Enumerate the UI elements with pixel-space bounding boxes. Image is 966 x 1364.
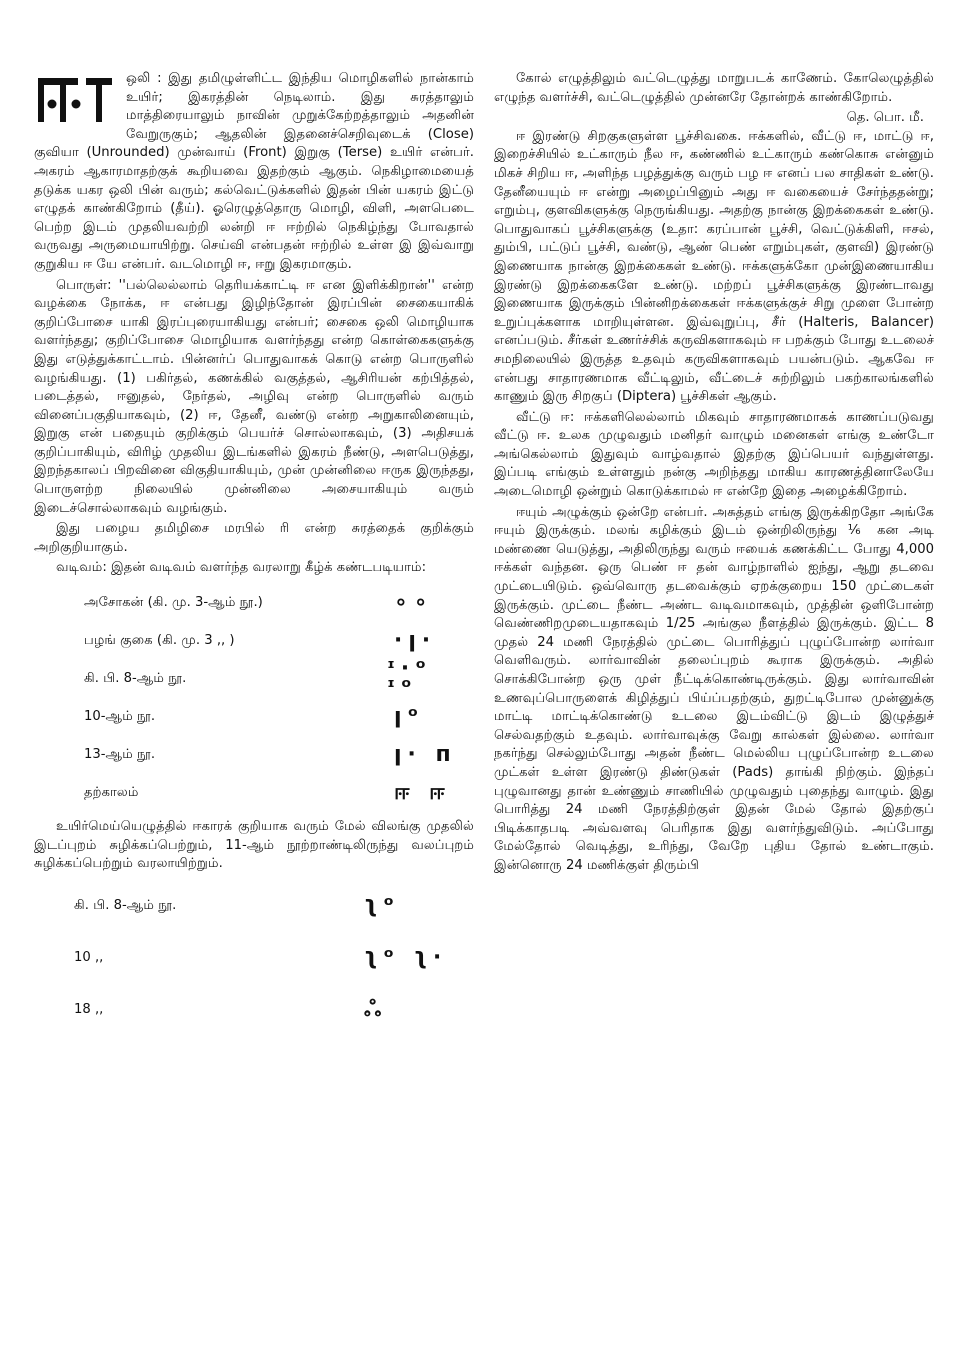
evolution-row [34,932,474,984]
evolution-row [34,622,474,660]
script-paragraph: கோல் எழுத்திலும் வட்டெழுத்து மாறுபடக் காணேம். கோலெழுத்தில் எழுந்த வளர்ச்சி, வட்டெழுத்தில் முன்னரே தோன்றக் காண்கிறோம். [494,71,934,105]
evolution-row [34,584,474,622]
author-signature: தெ. பொ. மீ. [846,110,924,126]
vowel-sign-paragraph: உயிர்மெய்யெழுத்தில் ஈகாரக் குறியாக வரும் மேல் விலங்கு முதலில் இடப்புறம் சுழிக்கப்பெற்றும், 11-ஆம் நூற்றாண்டிலிருந்து வலப்புறம் சுழிக்கப்பெற்றும் வரலாயிற்றும். [34,819,474,872]
letter-evolution-table [34,584,474,812]
evolution-glyph: ஃ [364,996,388,1022]
evolution-glyph: ꞁ⋅ ᴨ [394,741,457,767]
evolution-row [34,698,474,736]
evolution-glyph: ∘∘ [394,589,434,615]
form-paragraph: வடிவம்: இதன் வடிவம் வளர்ந்த வரலாறு கீழ்க் கண்டபடியாம்: [56,560,427,576]
right-column [494,70,934,878]
evolution-glyph: ᶦ⋅ᵒ ᶦᵒ [387,656,432,701]
evolution-glyph: ꞁᵒ [394,703,425,729]
evolution-period: 18 ,, [74,1001,104,1017]
fly-lifecycle-paragraph: ஈயும் அழுக்கும் ஒன்றே என்பர். அசுத்தம் எங்கு இருக்கிறதோ அங்கே ஈயும் இருக்கும். மலங் கழிக்கும் இடம் ஒன்றிலிருந்து ⅙ கன அடி மண்ணை யெடுத்து, அதிலிருந்து வரும் ஈயைக் கணக்கிட்ட போது 4,000 ஈக்கள் வந்தன. ஒரு பெண் ஈ தன் வாழ்நாளில் ஐந்து, ஆறு தடவை முட்டையிடும். ஒவ்வொரு தடவைக்கும் ஏறக்குறைய 150 முட்டைகள் இருக்கும். முட்டை நீண்ட அண்ட வடிவமாகவும், முத்தின் ஒளிபோன்ற வெண்ணிறமுடையதாகவும் 1/25 அங்குல நீளத்தில் இருக்கும். இட்ட 8 முதல் 24 மணி நேரத்தில் முட்டை பொரித்துப் புழுப்போன்ற லார்வா வெளிவரும். லார்வாவின் தலைப்புறம் கூராக இருக்கும். அதில் சொக்கிபோன்ற ஒரு முள் நீட்டிக்கொண்டிருக்கும். இது லார்வாவின் உணவுப்பொருளைக் கிழித்துப் பிய்ப்பதற்கும், துறட்டிபோல முன்னுக்கு மாட்டி மாட்டிக்கொண்டு உடலை இடம்விட்டு இடம் இழுத்துச் செல்வதற்கும் உதவும். லார்வாவுக்கு வேறு கால்கள் இல்லை. லார்வா நகர்ந்து செல்லும்போது அதன் நீண்ட மெல்லிய புழுப்போன்ற உடலை முட்கள் உள்ள இரண்டு திண்டுகள் (Pads) தாங்கி நிற்கும். இந்தப் புழுவானது தான் உண்ணும் சாணியில் முழுவதும் புதைந்து வாழும். இது பொரித்து 24 மணி நேரத்திற்குள் இதன் மேல் தோல் இதற்குப் பிடிக்காதபடி அவ்வளவு பெரிதாக இது வளர்ந்துவிடும். அப்போது மேல்தோல் வெடித்து, உரிந்து, வேறே புதிய தோல் உண்டாகும். இன்னொரு 24 மணிக்குள் திரும்பி [494,504,934,873]
house-fly-paragraph: வீட்டு ஈ: ஈக்களிலெல்லாம் மிகவும் சாதாரணமாகக் காணப்படுவது வீட்டு ஈ. உலக முழுவதும் மனிதர் வாழும் மனைகள் எங்கு உண்டோ அங்கெல்லாம் இதுவும் வாழ்வதால் இதற்கு இப்பெயர் வந்துள்ளது. இப்படி எங்கும் உள்ளதும் நன்கு அறிந்தது மாகிய காரணத்தினாலேயே அடைமொழி ஒன்றும் கொடுக்காமல் ஈ என்றே இதை அழைக்கிறோம். [494,409,934,500]
evolution-period: கி. பி. 8-ஆம் நூ. [84,670,187,686]
fly-intro-paragraph: ஈ இரண்டு சிறகுகளுள்ள பூச்சிவகை. ஈக்களில், வீட்டு ஈ, மாட்டு ஈ, இறைச்சியில் உட்காரும் நீல ஈ, கண்ணில் உட்காரும் கண்கொசு என்னும் மிகச் சிறிய ஈ, அளிந்த பழத்துக்கு வரும் பழ ஈ எனப் பல சாதிகள் உண்டு. தேனீயையும் ஈ என்று அழைப்பினும் அது ஈ வகையைச் சேர்ந்ததன்று; எறும்பு, குளவிகளுக்கு நெருங்கியது. அதற்கு நான்கு இறக்கைகள் உண்டு. பொதுவாகப் பூச்சிகளுக்கு (உதா: கரப்பான் பூச்சி, வெட்டுக்கிளி, ஈசல், தும்பி, பட்டுப் பூச்சி, வண்டு, ஆண் பெண் எறும்புகள், குளவி) இரண்டு இணையாக நான்கு இறக்கைகள் உண்டு. ஈக்களுக்கோ முன்இணையாகிய இரண்டு இறக்கைகளே உண்டு. மற்றப் பூச்சிகளுக்கு இரண்டாவது இணையாக இருக்கும் பின்னிறக்கைகள் ஈக்களுக்குச் சிறு முளை போன்ற உறுப்புக்களாக மாறியுள்ளன. இவ்வுறுப்பு, சீர் (Halteris, Balancer) எனப்படும். சீர்கள் உணர்ச்சிக் கருவிகளாகவும் ஈ பறக்கும் போது உடலைச் சமநிலையில் இருத்த உதவும் கருவிகளாகவும் பயன்படும். ஆகவே ஈ என்பது சாதாரணமாக வீட்டிலும், வீட்டைச் சுற்றிலும் பகற்காலங்களில் காணும் இரு சிறகுப் (Diptera) பூச்சிகள் ஆகும். [494,128,934,405]
left-column [34,70,474,1042]
evolution-glyph: ʅᵒ ʅ⋅ [364,944,448,970]
evolution-period: 13-ஆம் நூ. [84,746,156,762]
vowel-sign-evolution-table [34,880,474,1036]
evolution-row [34,880,474,932]
evolution-row [34,774,474,812]
evolution-glyph: ʅᵒ [364,892,401,918]
meaning-paragraph: பொருள்: ''பல்லெல்லாம் தெரியக்காட்டி ஈ என இளிக்கிறான்'' என்ற வழக்கை நோக்க, ஈ என்பது இழிந்தோன் இரப்பின் சைகையாகிக் குறிப்போசை யாகி இரப்புரையாகியது என்பர்; சைகை ஒலி மொழியாக வளர்ந்தது; குறிப்போசை மொழியாக வளர்ந்தது என்ற கொள்கைகளுக்கு இது எடுத்துக்காட்டாம். பின்னர்ப் பொதுவாகக் கொடு என்ற பொருளில் வழங்கியது. (1) பகிர்தல், கணக்கில் வகுத்தல், ஆசிரியன் கற்பித்தல், படைத்தல், ஈனுதல், நேர்தல், அழிவு என்ற பொருளில் வரும் வினைப்பகுதியாகவும், (2) ஈ, தேனீ, வண்டு என்ற அறுகாலினையும், இறுகு என் பதையும் குறிக்கும் பெயர்ச் சொல்லாகவும், (3) அதிசயக் குறிப்பாகியும், விரிழ் முதலிய இடங்களில் இகரம் நீண்டு, அளபெடுத்து, இறந்தகாலப் பிறவினை விகுதியாகியும், முன் முன்னிலை ஈருக இருந்தது, பொருளற்ற நிலையில் முன்னிலை அசையாகியும் வரும் இடைச்சொல்லாகவும் வழங்கும். [34,277,474,516]
evolution-glyph: ⋅ꞁ⋅ [394,627,437,653]
sound-paragraph: ஒலி : இது தமிழுள்ளிட்ட இந்திய மொழிகளில் நான்காம் உயிர்; இகரத்தின் நெடிலாம். இது சுரத்தாலும் மாத்திரையாலும் நாவின் முறுக்கேற்றத்தாலும் அதனின் வேறுருகும்; ஆதலின் இதனைச்செறிவுடைக் (Close) குவியா (Unrounded) முன்வாய் (Front) இறுகு (Terse) உயிர் என்பர். அகரம் ஆகாரமாதற்குக் கூறியவை இதற்கும் ஆகும். நெகிழாமையைத் தடுக்க யகர ஒலி பின் வரும்; கல்வெட்டுக்களில் இதன் பின் யகரம் இட்டு எழுதக் காண்கிறோம் (தீய்). ஓரெழுத்தொரு மொழி, விளி, அளபெடை பெற்ற இடம் முதலியவற்றி லன்றி ஈ ஈற்றில் நெகிழ்ந்து போவதால் வருவது அருமையாயிற்று. செய்வி என்பதன் ஈற்றில் உள்ள இ இவ்வாறு குறுகிய ஈ யே என்பர். வடமொழி ஈ, ஈறு இகரமாகும். [34,71,474,272]
evolution-period: பழங் குகை (கி. மு. 3 ,, ) [84,632,235,648]
evolution-period: 10 ,, [74,949,104,965]
evolution-row [34,736,474,774]
evolution-period: கி. பி. 8-ஆம் நூ. [74,897,177,913]
evolution-glyph: ஈ ஈ [394,779,451,805]
evolution-row [34,984,474,1036]
evolution-row [34,656,474,701]
music-paragraph: இது பழைய தமிழிசை மரபில் ரி என்ற சுரத்தைக் குறிக்கும் அறிகுறியாகும். [34,521,474,555]
evolution-period: 10-ஆம் நூ. [84,708,156,724]
drop-cap-ii-letter-icon [34,70,118,134]
evolution-period: அசோகன் (கி. மு. 3-ஆம் நூ.) [84,594,263,610]
evolution-period: தற்காலம் [84,784,139,800]
